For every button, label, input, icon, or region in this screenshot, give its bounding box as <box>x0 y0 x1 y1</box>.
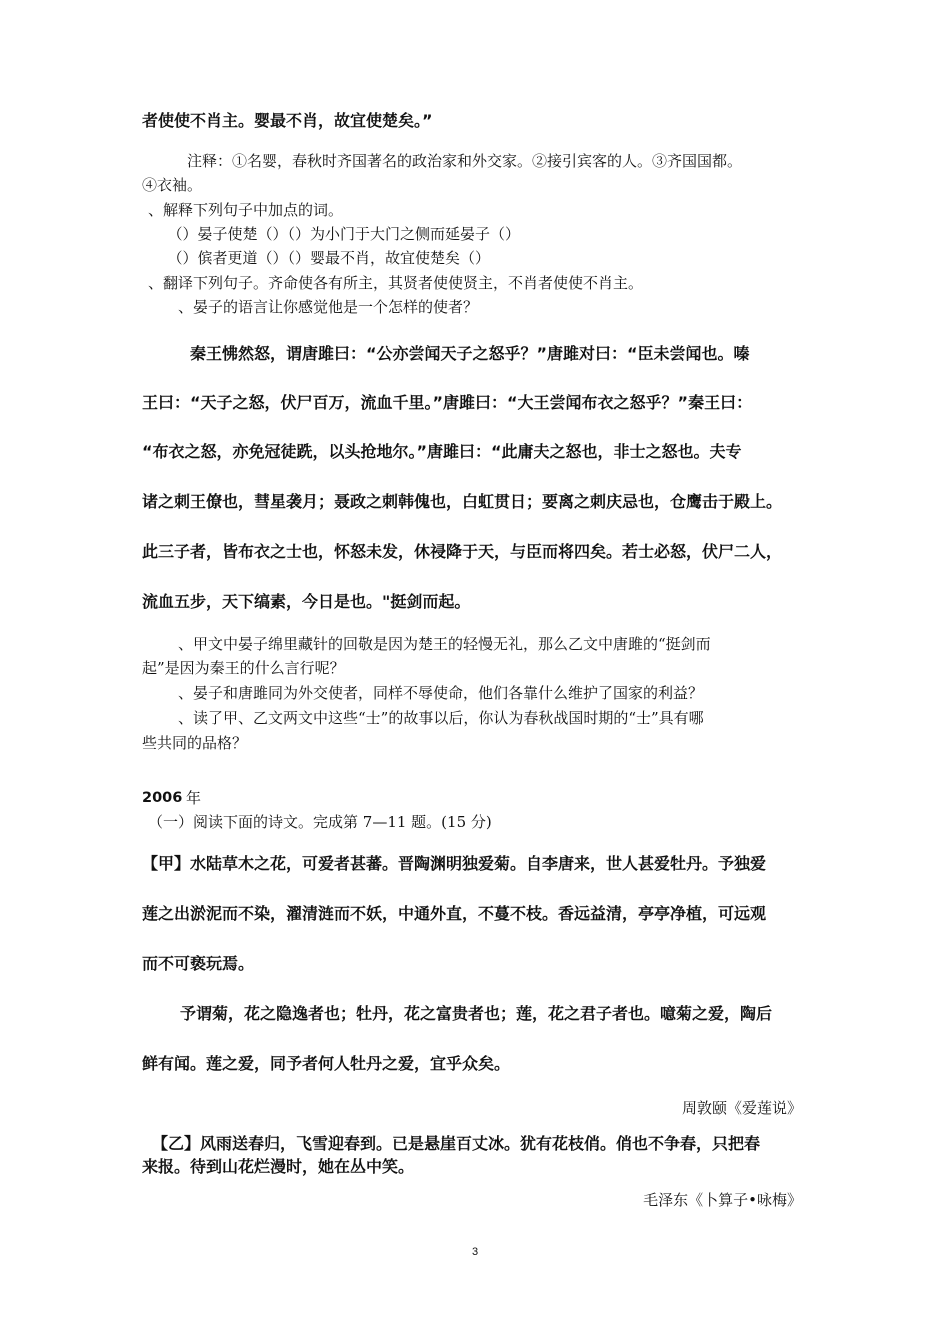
text-line: 莲之出淤泥而不染，濯清涟而不妖，中通外直，不蔓不枝。香远益清，亭亭净植，可远观 <box>142 904 767 923</box>
text-line: 流血五步，天下缟素，今日是也。"挺剑而起。 <box>142 592 471 611</box>
text-line: 【甲】水陆草木之花，可爱者甚蕃。晋陶渊明独爱菊。自李唐来，世人甚爱牡丹。予独爱 <box>142 854 767 873</box>
section-heading: （一）阅读下面的诗文。完成第 7—11 题。(15 分) <box>148 813 492 831</box>
text-line: 予谓菊，花之隐逸者也；牡丹，花之富贵者也；莲，花之君子者也。噫菊之爱，陶后 <box>148 1004 773 1023</box>
text-line: 、解释下列句子中加点的词。 <box>148 201 344 219</box>
text-line: 、晏子的语言让你感觉他是一个怎样的使者？ <box>148 298 479 316</box>
text-line: 秦王怫然怒，谓唐雎曰：“公亦尝闻天子之怒乎？”唐雎对曰：“臣未尝闻也。嗪 <box>158 344 750 363</box>
question-line: 些共同的品格？ <box>142 734 248 752</box>
text-line: 而不可亵玩焉。 <box>142 954 255 973</box>
poem-line: 【乙】风雨送春归，飞雪迎春到。已是悬崖百丈冰。犹有花枝俏。俏也不争春，只把春 <box>144 1134 761 1153</box>
year-label: 2006 <box>142 790 183 806</box>
question-line: 、甲文中晏子绵里藏针的回敬是因为楚王的轻慢无礼，那么乙文中唐雎的“挺剑而 <box>148 635 711 653</box>
text-line: 此三子者，皆布衣之士也，怀怒未发，休祲降于天，与臣而将四矣。若士必怒，伏尸二人， <box>142 542 783 561</box>
text-line: ④衣袖。 <box>142 176 203 194</box>
text-line: （）傧者更道（）（）婴最不肖，故宜使楚矣（） <box>160 249 491 267</box>
year-suffix: 年 <box>186 789 202 807</box>
question-line: 、晏子和唐雎同为外交使者，同样不辱使命，他们各靠什么维护了国家的利益？ <box>148 684 704 702</box>
attribution: 周敦颐《爱莲说》 <box>681 1099 802 1117</box>
page-number: 3 <box>471 1246 479 1258</box>
text-line: 鲜有闻。莲之爱，同予者何人牡丹之爱，宜乎众矣。 <box>142 1054 511 1073</box>
text-line: 诸之刺王僚也，彗星袭月；聂政之刺韩傀也，白虹贯日；要离之刺庆忌也，仓鹰击于殿上。 <box>142 492 783 511</box>
text-line: 王曰：“天子之怒，伏尸百万，流血千里。”唐雎曰：“大王尝闻布衣之怒乎？”秦王曰： <box>142 393 753 412</box>
text-line: “布衣之怒，亦免冠徒跣，以头抢地尔。”唐雎曰：“此庸夫之怒也，非士之怒也。夫专 <box>142 442 742 461</box>
question-line: 、读了甲、乙文两文中这些“士”的故事以后，你认为春秋战国时期的“士”具有哪 <box>148 709 704 727</box>
text-line: （）晏子使楚（）（）为小门于大门之侧而延晏子（） <box>160 225 521 243</box>
text-line: 注释：①名婴，春秋时齐国著名的政治家和外交家。②接引宾客的人。③齐国国都。 <box>142 152 743 170</box>
text-line: 、翻译下列句子。齐命使各有所主，其贤者使使贤主，不肖者使使不肖主。 <box>148 274 644 292</box>
text-line: 者使使不肖主。婴最不肖，故宜使楚矣。” <box>142 111 433 130</box>
attribution: 毛泽东《卜算子•咏梅》 <box>643 1191 802 1209</box>
question-line: 起”是因为秦王的什么言行呢？ <box>142 659 345 677</box>
poem-line: 来报。待到山花烂漫时，她在丛中笑。 <box>142 1157 415 1176</box>
